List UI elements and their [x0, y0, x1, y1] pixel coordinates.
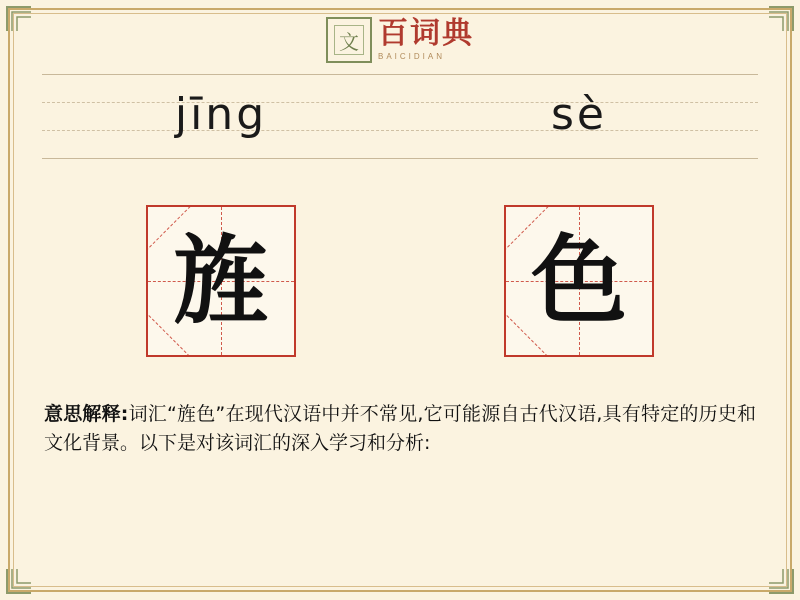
- corner-ornament-icon: [768, 6, 794, 32]
- seal-square-icon: [326, 17, 372, 63]
- character-glyph-2: 色: [531, 225, 627, 337]
- corner-ornament-icon: [6, 6, 32, 32]
- explanation-text: 词汇“旌色”在现代汉语中并不常见,它可能源自古代汉语,具有特定的历史和文化背景。以下是对该词汇的深入学习和分析:: [44, 403, 756, 455]
- logo-subtitle: BAICIDIAN: [378, 52, 446, 61]
- corner-ornament-icon: [768, 568, 794, 594]
- character-glyph-1: 旌: [173, 225, 269, 337]
- character-cell-1: [42, 200, 400, 362]
- logo-title: 百词典: [378, 16, 474, 51]
- site-logo[interactable]: [326, 12, 474, 68]
- pinyin-row: [42, 74, 758, 160]
- tianzige-box: [504, 205, 654, 357]
- logo-text: [378, 16, 474, 61]
- explanation-label: 意思解释:: [44, 403, 129, 425]
- character-grid-row: [42, 200, 758, 362]
- pinyin-syllable-2: sè: [551, 88, 607, 140]
- character-cell-2: [400, 200, 758, 362]
- tianzige-box: [146, 205, 296, 357]
- explanation-block: [44, 400, 756, 459]
- pinyin-staff: [42, 74, 758, 160]
- pinyin-syllable-1: jīng: [174, 88, 268, 140]
- corner-ornament-icon: [6, 568, 32, 594]
- logo-mark-glyph: 文: [339, 29, 359, 54]
